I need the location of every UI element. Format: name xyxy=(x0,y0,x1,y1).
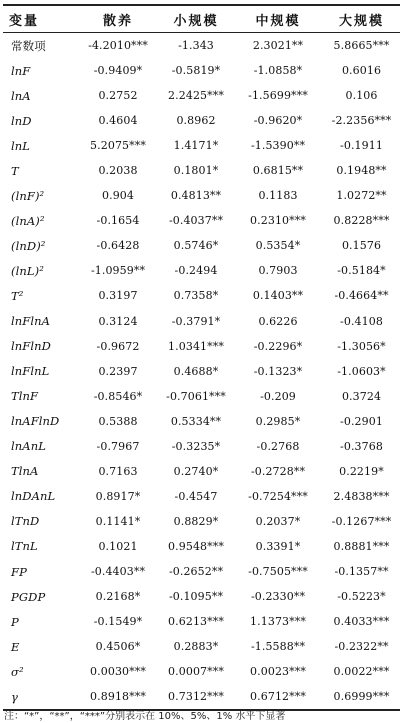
variable-name: lnF xyxy=(11,63,31,78)
value-large-scale: -1.0603* xyxy=(337,364,386,378)
variable-name: (lnA)² xyxy=(11,213,45,228)
variable-name: σ² xyxy=(11,664,24,679)
value-small-scale: -0.1095** xyxy=(168,590,224,604)
table-row xyxy=(3,384,400,409)
header-free-range: 散养 xyxy=(102,13,133,29)
variable-name: lTnL xyxy=(11,539,38,554)
variable-name: P xyxy=(11,614,19,629)
value-medium-scale: 0.6712*** xyxy=(250,690,306,704)
value-large-scale: 0.0022*** xyxy=(333,665,390,679)
value-medium-scale: -0.2330** xyxy=(250,590,306,604)
value-large-scale: 0.1576 xyxy=(341,239,382,253)
table-row xyxy=(3,334,400,359)
value-free-range: -0.1549* xyxy=(93,615,143,629)
table-row xyxy=(3,108,400,133)
value-medium-scale: -0.9620* xyxy=(253,114,303,128)
value-small-scale: -0.4037** xyxy=(168,214,224,228)
variable-name: T² xyxy=(11,288,24,303)
value-small-scale: -0.5819* xyxy=(171,64,221,78)
value-medium-scale: -0.209 xyxy=(260,389,296,403)
table-row xyxy=(3,684,400,709)
value-small-scale: -0.3235* xyxy=(171,439,221,453)
variable-name: TlnF xyxy=(11,389,39,404)
value-free-range: 0.2397 xyxy=(98,364,138,378)
variable-name: lnD xyxy=(11,113,32,128)
value-free-range: 0.5388 xyxy=(98,414,138,428)
value-small-scale: -0.4547 xyxy=(174,489,218,503)
value-small-scale: 0.6213*** xyxy=(168,615,224,629)
value-free-range: 0.904 xyxy=(102,189,134,203)
table-row xyxy=(3,233,400,258)
value-free-range: 0.0030*** xyxy=(90,665,146,679)
value-small-scale: -0.7061*** xyxy=(166,389,226,403)
value-medium-scale: -1.5588** xyxy=(250,640,306,654)
table-row xyxy=(3,359,400,384)
table-row xyxy=(3,459,400,484)
value-free-range: -4.2010*** xyxy=(88,39,148,53)
variable-name: lnAFlnD xyxy=(11,414,60,429)
table-row xyxy=(3,83,400,108)
value-small-scale: 0.8962 xyxy=(176,114,216,128)
value-free-range: -0.7967 xyxy=(96,439,140,453)
value-free-range: -1.0959** xyxy=(90,264,146,278)
value-free-range: -0.9672 xyxy=(96,339,140,353)
value-small-scale: -1.343 xyxy=(178,39,214,53)
value-medium-scale: -0.2768 xyxy=(256,439,300,453)
value-medium-scale: 0.5354* xyxy=(255,239,301,253)
variable-name: TlnA xyxy=(11,464,39,479)
value-large-scale: 0.6016 xyxy=(341,64,382,78)
value-small-scale: 0.7312*** xyxy=(168,690,224,704)
value-small-scale: -0.2494 xyxy=(174,264,218,278)
table-row xyxy=(3,534,400,559)
value-medium-scale: 0.6226 xyxy=(258,314,298,328)
value-large-scale: -0.2901 xyxy=(340,414,383,428)
value-large-scale: -0.3768 xyxy=(340,439,383,453)
table-row xyxy=(3,309,400,334)
value-medium-scale: 0.3391* xyxy=(255,539,301,553)
value-large-scale: 0.3724 xyxy=(341,389,382,403)
value-free-range: -0.9409* xyxy=(93,64,143,78)
variable-name: FP xyxy=(11,564,27,579)
value-medium-scale: 0.2310*** xyxy=(250,214,306,228)
table-row xyxy=(3,33,400,58)
value-large-scale: 0.1948** xyxy=(336,164,387,178)
value-large-scale: 0.4033*** xyxy=(333,615,390,629)
value-medium-scale: 0.1403** xyxy=(252,289,304,303)
value-medium-scale: -1.5390** xyxy=(250,139,306,153)
variable-name: E xyxy=(11,639,20,654)
table-row xyxy=(3,584,400,609)
value-medium-scale: 0.2985* xyxy=(255,414,301,428)
table-row xyxy=(3,509,400,534)
table-row xyxy=(3,158,400,183)
value-small-scale: 0.2740* xyxy=(173,464,219,478)
header-medium-scale: 中规模 xyxy=(255,13,301,29)
table-body xyxy=(3,33,400,709)
value-medium-scale: -1.5699*** xyxy=(248,89,308,103)
value-medium-scale: -0.2296* xyxy=(253,339,303,353)
table-row xyxy=(3,484,400,509)
value-large-scale: -0.4108 xyxy=(340,314,383,328)
value-free-range: 0.4506* xyxy=(95,640,141,654)
value-free-range: 0.1021 xyxy=(98,539,138,553)
variable-name: lnFlnA xyxy=(11,314,51,329)
value-medium-scale: 2.3021** xyxy=(252,39,304,53)
variable-name: lnDAnL xyxy=(11,489,56,504)
value-small-scale: 0.8829* xyxy=(173,514,219,528)
table-row xyxy=(3,609,400,634)
value-free-range: 5.2075*** xyxy=(90,139,146,153)
variable-name: lnFlnD xyxy=(11,339,51,354)
table-row xyxy=(3,58,400,83)
table-header-row xyxy=(3,6,400,32)
value-medium-scale: 0.1183 xyxy=(258,189,298,203)
value-large-scale: 5.8665*** xyxy=(333,39,390,53)
value-free-range: 0.3124 xyxy=(98,314,138,328)
value-small-scale: -0.2652** xyxy=(168,565,224,578)
value-small-scale: 0.5746* xyxy=(173,239,219,253)
table-row xyxy=(3,258,400,283)
value-large-scale: 0.8881*** xyxy=(333,539,390,553)
value-small-scale: 2.2425*** xyxy=(168,89,224,103)
value-small-scale: 0.2883* xyxy=(173,640,219,654)
variable-name: lTnD xyxy=(11,514,40,529)
value-free-range: -0.6428 xyxy=(96,239,140,253)
value-large-scale: -0.5223* xyxy=(337,590,386,604)
value-free-range: 0.8918*** xyxy=(90,690,146,704)
value-free-range: 0.2168* xyxy=(95,590,141,604)
value-large-scale: -0.4664** xyxy=(334,289,389,303)
value-large-scale: -1.3056* xyxy=(337,339,386,353)
value-large-scale: -0.5184* xyxy=(337,264,386,278)
header-variable: 变量 xyxy=(9,13,40,29)
value-large-scale: 0.2219* xyxy=(339,464,384,478)
value-free-range: 0.2752 xyxy=(98,89,138,103)
value-large-scale: 1.0272** xyxy=(336,189,387,203)
value-medium-scale: -1.0858* xyxy=(253,64,303,78)
value-large-scale: 0.6999*** xyxy=(333,690,390,704)
variable-name: PGDP xyxy=(11,589,46,604)
table-row xyxy=(3,559,400,584)
variable-name: lnAnL xyxy=(11,439,46,454)
value-large-scale: 0.106 xyxy=(345,89,378,103)
header-large-scale: 大规模 xyxy=(338,13,384,29)
value-medium-scale: 0.7903 xyxy=(258,264,298,278)
table-row xyxy=(3,283,400,308)
variable-name: (lnL)² xyxy=(11,263,44,278)
value-small-scale: 0.9548*** xyxy=(168,539,224,553)
value-free-range: 0.1141* xyxy=(95,514,141,528)
value-large-scale: -0.2322** xyxy=(334,640,389,654)
value-small-scale: 0.7358* xyxy=(173,289,219,303)
table-row xyxy=(3,659,400,684)
value-medium-scale: 1.1373*** xyxy=(250,615,306,629)
value-small-scale: 0.4688* xyxy=(173,364,219,378)
value-medium-scale: 0.6815** xyxy=(252,164,304,178)
value-small-scale: 0.5334** xyxy=(170,414,222,428)
value-medium-scale: -0.1323* xyxy=(253,364,303,378)
value-free-range: -0.1654 xyxy=(96,214,140,228)
table-row xyxy=(3,183,400,208)
value-free-range: -0.8546* xyxy=(93,389,143,403)
variable-name: γ xyxy=(11,689,18,704)
table-row xyxy=(3,634,400,659)
value-small-scale: -0.3791* xyxy=(171,314,221,328)
table-row xyxy=(3,208,400,233)
table-footnote: 注：“*”，“**”，“***”分别表示在 10%、5%、1% 水平下显著 xyxy=(4,711,286,722)
variable-name: 常数项 xyxy=(11,38,46,53)
value-small-scale: 1.4171* xyxy=(173,139,219,153)
variable-name: lnL xyxy=(11,138,31,153)
value-large-scale: -2.2356*** xyxy=(331,114,392,128)
variable-name: T xyxy=(11,163,19,178)
value-free-range: 0.3197 xyxy=(98,289,138,303)
table-row xyxy=(3,434,400,459)
value-medium-scale: 0.0023*** xyxy=(250,665,306,679)
value-small-scale: 0.0007*** xyxy=(168,665,224,679)
table-row xyxy=(3,133,400,158)
value-large-scale: 0.8228*** xyxy=(333,214,390,228)
value-medium-scale: -0.7254*** xyxy=(248,489,308,503)
table-row xyxy=(3,409,400,434)
value-large-scale: 2.4838*** xyxy=(333,489,390,503)
value-medium-scale: -0.7505*** xyxy=(248,565,308,578)
value-large-scale: -0.1267*** xyxy=(331,514,392,528)
value-medium-scale: -0.2728** xyxy=(250,464,306,478)
variable-name: lnA xyxy=(11,88,31,103)
value-free-range: -0.4403** xyxy=(90,565,146,578)
value-medium-scale: 0.2037* xyxy=(255,514,301,528)
variable-name: (lnF)² xyxy=(11,188,45,203)
regression-table xyxy=(3,4,400,711)
value-free-range: 0.8917* xyxy=(95,489,141,503)
value-large-scale: -0.1911 xyxy=(340,139,383,153)
value-small-scale: 0.4813** xyxy=(170,189,222,203)
variable-name: lnFlnL xyxy=(11,364,50,379)
value-free-range: 0.2038 xyxy=(98,164,138,178)
value-free-range: 0.7163 xyxy=(98,464,138,478)
variable-name: (lnD)² xyxy=(11,238,46,253)
header-small-scale: 小规模 xyxy=(173,13,219,29)
value-small-scale: 0.1801* xyxy=(173,164,219,178)
value-small-scale: 1.0341*** xyxy=(168,339,224,353)
value-free-range: 0.4604 xyxy=(98,114,138,128)
value-large-scale: -0.1357** xyxy=(334,565,389,578)
